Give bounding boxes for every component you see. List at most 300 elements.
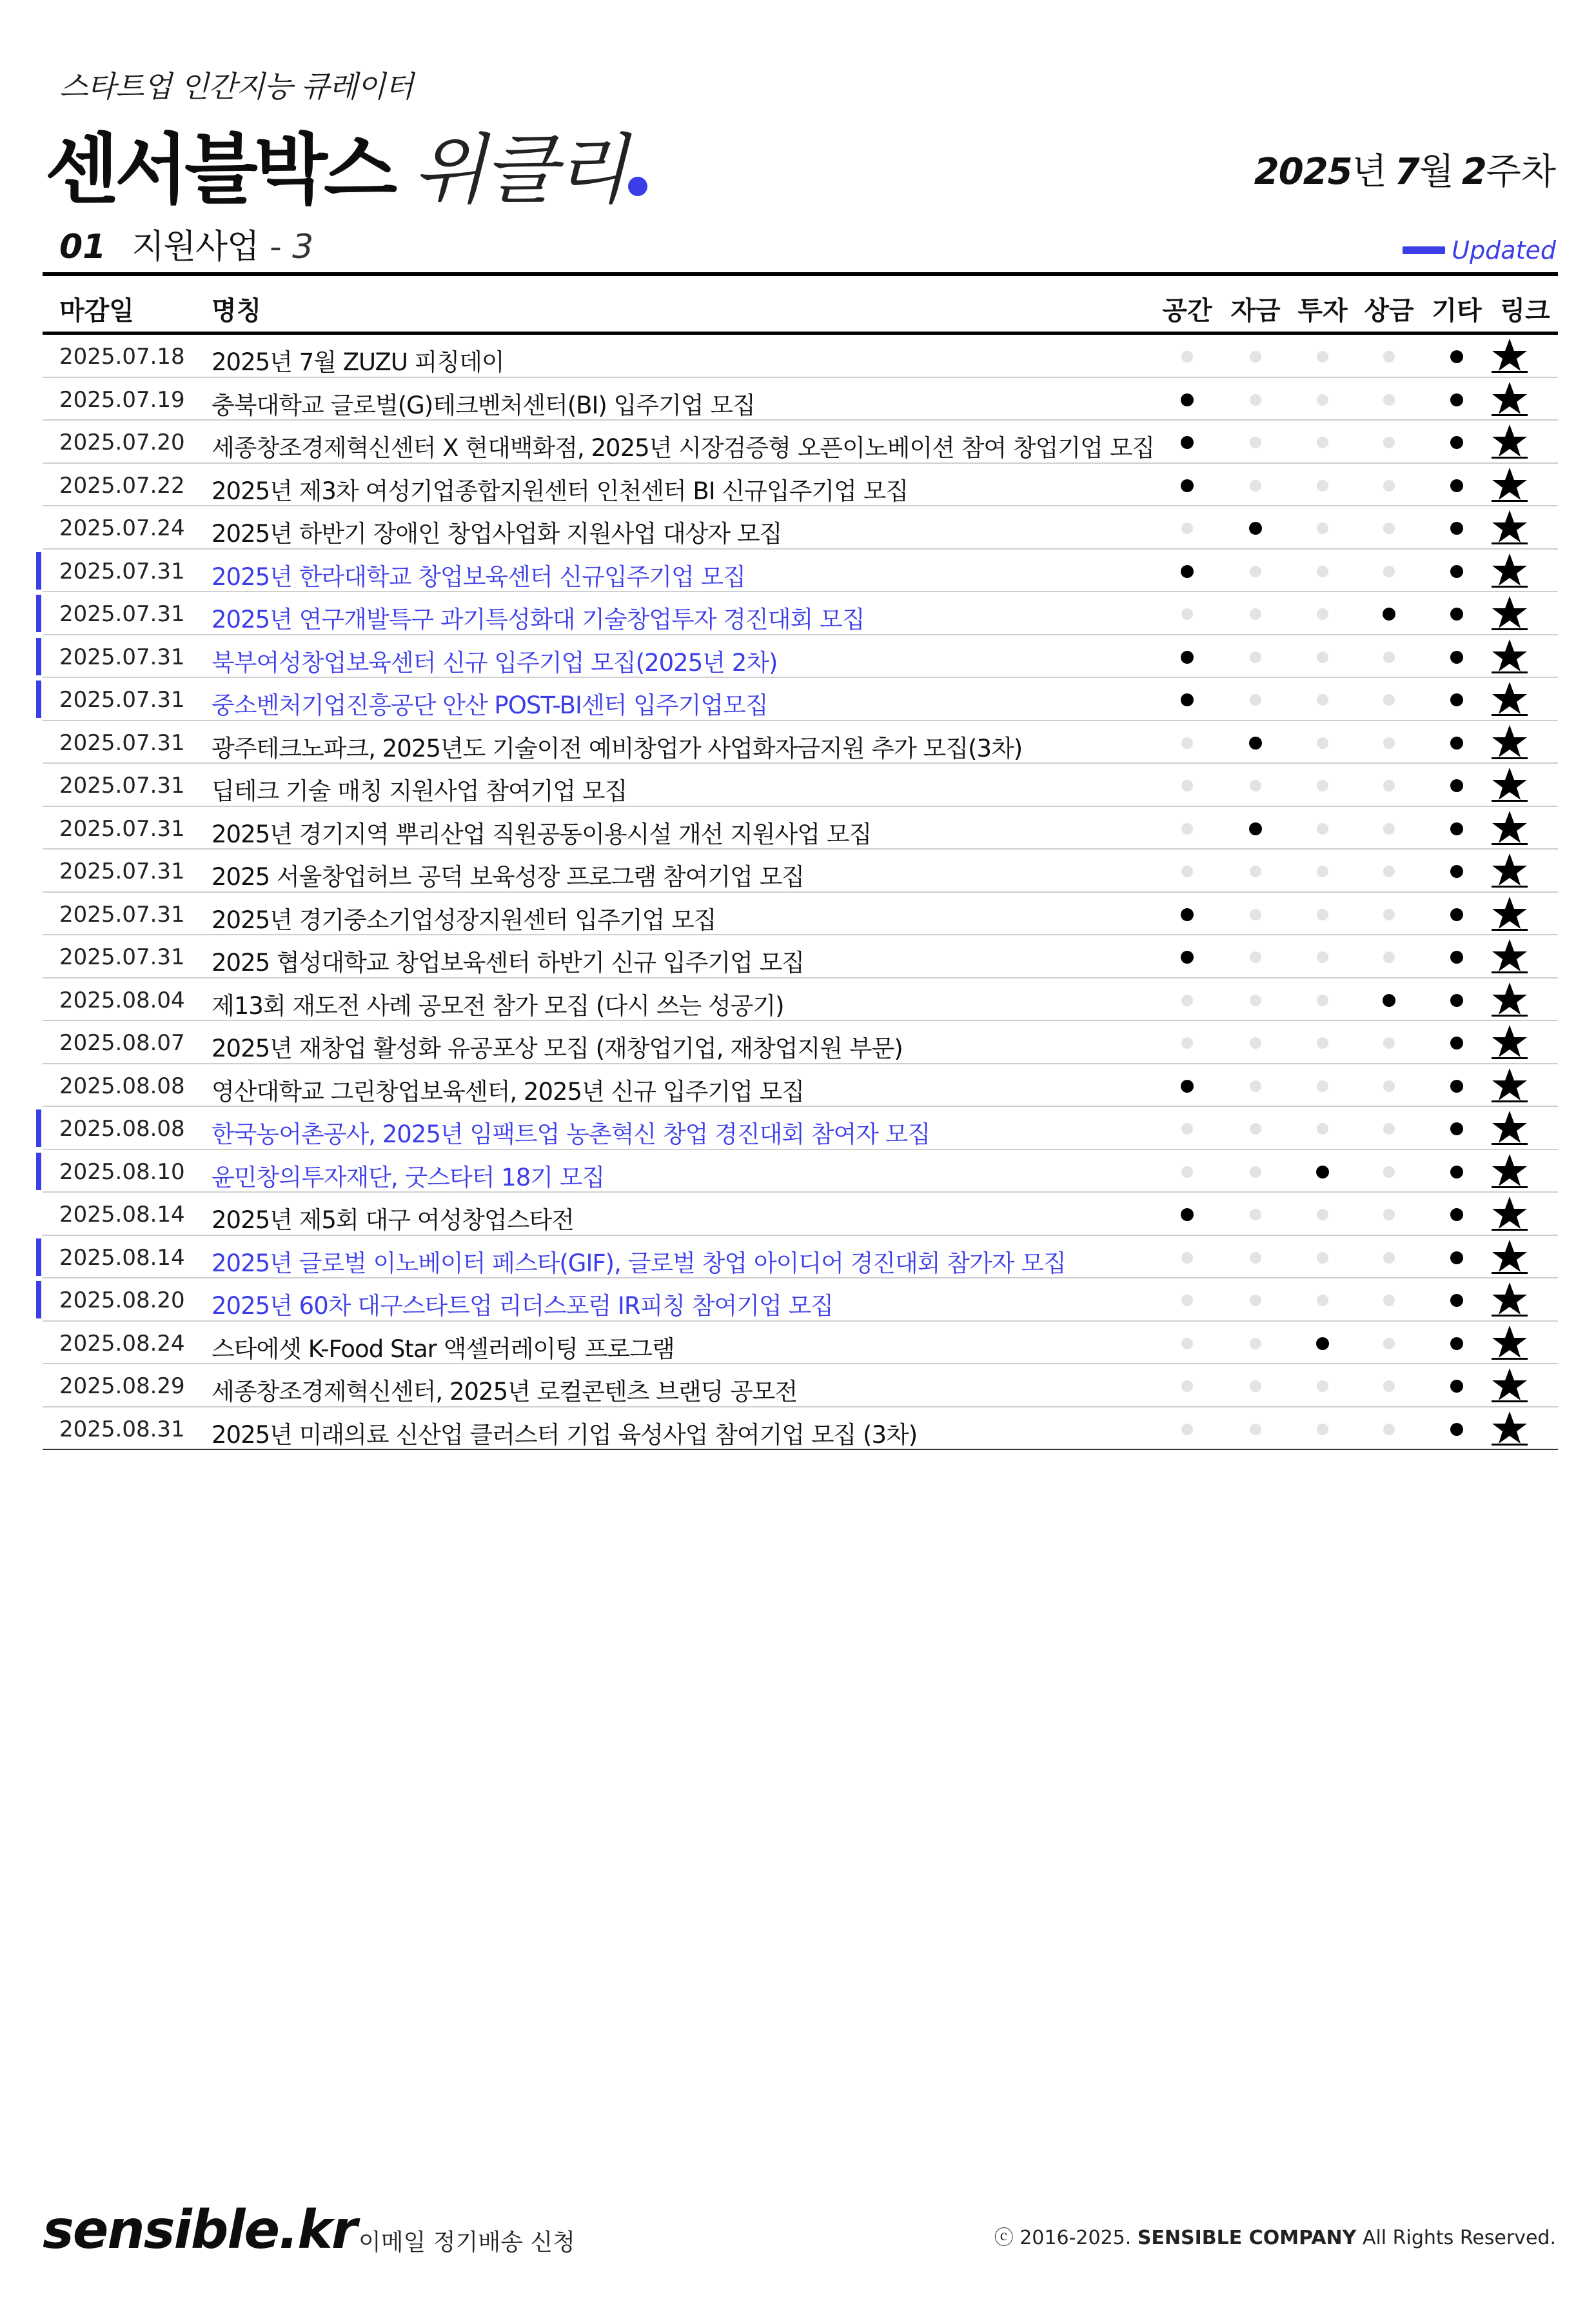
link-underline: [1492, 1229, 1528, 1231]
link-underline: [1492, 757, 1528, 759]
deadline-date: 2025.08.24: [59, 1330, 185, 1357]
category-space-dot-icon: [1181, 1338, 1193, 1349]
category-invest-dot-icon: [1317, 394, 1328, 406]
updated-marker: [36, 638, 41, 675]
category-etc-dot-icon: [1450, 1122, 1463, 1135]
category-prize-dot-icon: [1383, 1338, 1395, 1349]
link-star-icon[interactable]: [1490, 509, 1529, 545]
category-invest-dot-icon: [1317, 694, 1328, 706]
link-underline: [1492, 414, 1528, 416]
deadline-date: 2025.07.19: [59, 386, 185, 413]
category-space-dot-icon: [1181, 1208, 1194, 1221]
category-prize-dot-icon: [1383, 437, 1395, 448]
category-fund-dot-icon: [1250, 437, 1261, 448]
category-space-dot-icon: [1181, 995, 1193, 1006]
table-row: [43, 464, 1558, 507]
link-star-icon[interactable]: [1490, 1024, 1529, 1060]
column-header-invest: 투자: [1297, 296, 1348, 326]
category-space-dot-icon: [1181, 1080, 1194, 1093]
deadline-date: 2025.07.24: [59, 515, 185, 541]
program-name: 2025년 60차 대구스타트업 리더스포럼 IR피칭 참여기업 모집: [212, 1292, 834, 1320]
category-etc-dot-icon: [1450, 608, 1463, 621]
link-underline: [1492, 1358, 1528, 1360]
program-name: 윤민창의투자재단, 굿스타터 18기 모집: [212, 1163, 605, 1191]
category-etc-dot-icon: [1450, 1037, 1463, 1049]
updated-legend-swatch: [1403, 246, 1445, 254]
category-prize-dot-icon: [1383, 909, 1395, 920]
category-invest-dot-icon: [1317, 823, 1328, 835]
category-fund-dot-icon: [1250, 1424, 1261, 1435]
category-fund-dot-icon: [1250, 651, 1261, 663]
category-invest-dot-icon: [1317, 351, 1328, 363]
category-fund-dot-icon: [1250, 780, 1261, 791]
category-prize-dot-icon: [1383, 651, 1395, 663]
link-star-icon[interactable]: [1490, 381, 1529, 417]
category-prize-dot-icon: [1383, 694, 1395, 706]
category-invest-dot-icon: [1317, 1209, 1328, 1220]
category-space-dot-icon: [1181, 1123, 1193, 1135]
footer-logo[interactable]: sensible.kr: [43, 2200, 357, 2261]
deadline-date: 2025.07.31: [59, 730, 185, 756]
link-star-icon[interactable]: [1490, 552, 1529, 588]
program-name: 2025년 미래의료 신산업 클러스터 기업 육성사업 참여기업 모집 (3차): [212, 1420, 918, 1449]
deadline-date: 2025.08.07: [59, 1030, 185, 1056]
link-underline: [1492, 1400, 1528, 1402]
category-prize-dot-icon: [1383, 394, 1395, 406]
updated-marker: [36, 1109, 41, 1147]
category-etc-dot-icon: [1450, 865, 1463, 878]
week-year: 2025: [1254, 151, 1352, 193]
link-star-icon[interactable]: [1490, 981, 1529, 1017]
table-row: [43, 1107, 1558, 1150]
column-header-space: 공간: [1162, 296, 1212, 326]
table-row: [43, 764, 1558, 807]
link-underline: [1492, 800, 1528, 802]
table-row: [43, 421, 1558, 464]
updated-marker: [36, 1153, 41, 1190]
category-prize-dot-icon: [1383, 823, 1395, 835]
category-prize-dot-icon: [1383, 866, 1395, 877]
link-star-icon[interactable]: [1490, 938, 1529, 974]
category-space-dot-icon: [1181, 866, 1193, 877]
copyright-rights: All Rights Reserved.: [1362, 2227, 1556, 2249]
category-fund-dot-icon: [1250, 951, 1261, 963]
updated-legend-label: Updated: [1452, 236, 1556, 264]
brand-bold: 센서블박스: [45, 125, 393, 214]
category-etc-dot-icon: [1450, 393, 1463, 406]
program-name: 2025년 재창업 활성화 유공포상 모집 (재창업기업, 재창업지원 부문): [212, 1035, 903, 1062]
section-title: 지원사업: [132, 228, 259, 266]
link-underline: [1492, 1272, 1528, 1274]
table-row: [43, 635, 1558, 679]
program-name: 2025년 글로벌 이노베이터 페스타(GIF), 글로벌 창업 아이디어 경진대회 참가자 모집: [212, 1249, 1066, 1277]
link-star-icon[interactable]: [1490, 1281, 1529, 1317]
table-row: [43, 335, 1558, 378]
category-space-dot-icon: [1181, 1252, 1193, 1264]
category-etc-dot-icon: [1450, 908, 1463, 921]
category-fund-dot-icon: [1250, 1037, 1261, 1049]
program-name: 한국농어촌공사, 2025년 임팩트업 농촌혁신 창업 경진대회 참여자 모집: [212, 1120, 931, 1148]
category-prize-dot-icon: [1383, 1123, 1395, 1135]
category-invest-dot-icon: [1317, 480, 1328, 492]
category-etc-dot-icon: [1450, 651, 1463, 664]
category-etc-dot-icon: [1450, 522, 1463, 535]
updated-marker: [36, 1238, 41, 1276]
category-fund-dot-icon: [1250, 351, 1261, 363]
table-row: [43, 1322, 1558, 1365]
deadline-date: 2025.07.31: [59, 601, 185, 627]
category-fund-dot-icon: [1250, 480, 1261, 492]
section-subtitle: - 3: [269, 228, 314, 266]
link-star-icon[interactable]: [1490, 638, 1529, 674]
link-star-icon[interactable]: [1490, 423, 1529, 459]
category-space-dot-icon: [1181, 693, 1194, 706]
tagline: 스타트업 인간지능 큐레이터: [59, 69, 413, 104]
category-invest-dot-icon: [1317, 566, 1328, 577]
category-etc-dot-icon: [1450, 1208, 1463, 1221]
category-fund-dot-icon: [1250, 1209, 1261, 1220]
week-number: 2: [1461, 151, 1486, 193]
deadline-date: 2025.07.22: [59, 472, 185, 499]
program-name: 2025 서울창업허브 공덕 보육성장 프로그램 참여기업 모집: [212, 863, 805, 891]
table-header: [43, 276, 1558, 332]
category-fund-dot-icon: [1249, 522, 1262, 535]
category-invest-dot-icon: [1316, 1337, 1329, 1350]
link-underline: [1492, 1057, 1528, 1059]
category-prize-dot-icon: [1383, 1380, 1395, 1392]
table-row: [43, 721, 1558, 764]
category-space-dot-icon: [1181, 651, 1194, 664]
category-prize-dot-icon: [1383, 608, 1395, 621]
link-star-icon[interactable]: [1490, 681, 1529, 717]
link-underline: [1492, 371, 1528, 373]
category-etc-dot-icon: [1450, 779, 1463, 792]
category-invest-dot-icon: [1317, 1252, 1328, 1264]
category-etc-dot-icon: [1450, 693, 1463, 706]
category-prize-dot-icon: [1383, 737, 1395, 749]
updated-marker: [36, 552, 41, 590]
program-name: 2025년 7월 ZUZU 피칭데이: [212, 348, 504, 376]
category-fund-dot-icon: [1250, 608, 1261, 620]
category-invest-dot-icon: [1317, 866, 1328, 877]
link-underline: [1492, 886, 1528, 888]
category-invest-dot-icon: [1316, 1166, 1329, 1178]
link-underline: [1492, 542, 1528, 544]
category-etc-dot-icon: [1450, 1080, 1463, 1093]
copyright-company: SENSIBLE COMPANY: [1137, 2227, 1357, 2249]
link-underline: [1492, 929, 1528, 931]
program-name: 북부여성창업보육센터 신규 입주기업 모집(2025년 2차): [212, 648, 778, 677]
link-star-icon[interactable]: [1490, 1109, 1529, 1146]
link-underline: [1492, 1100, 1528, 1102]
category-invest-dot-icon: [1317, 951, 1328, 963]
category-space-dot-icon: [1181, 780, 1193, 791]
category-fund-dot-icon: [1250, 1295, 1261, 1306]
category-fund-dot-icon: [1250, 909, 1261, 920]
category-etc-dot-icon: [1450, 822, 1463, 835]
deadline-date: 2025.07.31: [59, 687, 185, 713]
category-prize-dot-icon: [1383, 1424, 1395, 1435]
category-invest-dot-icon: [1317, 737, 1328, 749]
table-row: [43, 1150, 1558, 1193]
category-fund-dot-icon: [1250, 1380, 1261, 1392]
link-underline: [1492, 500, 1528, 502]
category-fund-dot-icon: [1249, 822, 1262, 835]
program-name: 중소벤처기업진흥공단 안산 POST-BI센터 입주기업모집: [212, 691, 768, 719]
week-year-unit: 년: [1352, 151, 1387, 193]
link-underline: [1492, 971, 1528, 973]
category-space-dot-icon: [1181, 951, 1194, 964]
category-space-dot-icon: [1181, 436, 1194, 449]
link-star-icon[interactable]: [1490, 1410, 1529, 1446]
link-star-icon[interactable]: [1490, 1153, 1529, 1189]
link-underline: [1492, 1143, 1528, 1145]
copyright-prefix: ⓒ 2016-2025.: [994, 2227, 1132, 2249]
category-fund-dot-icon: [1250, 1123, 1261, 1135]
link-star-icon[interactable]: [1490, 466, 1529, 502]
category-space-dot-icon: [1181, 1295, 1193, 1306]
link-star-icon[interactable]: [1490, 337, 1529, 373]
category-etc-dot-icon: [1450, 350, 1463, 363]
category-invest-dot-icon: [1317, 437, 1328, 448]
category-space-dot-icon: [1181, 351, 1193, 363]
column-header-name: 명칭: [212, 296, 262, 326]
category-etc-dot-icon: [1450, 1423, 1463, 1436]
table-row: [43, 1364, 1558, 1407]
table-row: [43, 1064, 1558, 1108]
link-star-icon[interactable]: [1490, 724, 1529, 760]
section-heading: [59, 219, 313, 268]
table-row: [43, 807, 1558, 850]
table-row: [43, 378, 1558, 421]
copyright: [994, 2222, 1556, 2250]
week-month: 7: [1394, 151, 1419, 193]
category-prize-dot-icon: [1383, 1209, 1395, 1220]
deadline-date: 2025.07.31: [59, 644, 185, 670]
link-star-icon[interactable]: [1490, 895, 1529, 931]
program-name: 광주테크노파크, 2025년도 기술이전 예비창업가 사업화자금지원 추가 모집(3차): [212, 734, 1023, 762]
category-fund-dot-icon: [1249, 737, 1262, 750]
category-etc-dot-icon: [1450, 1337, 1463, 1350]
link-underline: [1492, 457, 1528, 459]
category-etc-dot-icon: [1450, 1166, 1463, 1178]
category-fund-dot-icon: [1250, 1338, 1261, 1349]
link-star-icon[interactable]: [1490, 1324, 1529, 1360]
category-fund-dot-icon: [1250, 866, 1261, 877]
table-row: [43, 1021, 1558, 1064]
table-row: [43, 893, 1558, 936]
link-underline: [1492, 1015, 1528, 1017]
brand-title: [45, 108, 647, 214]
category-invest-dot-icon: [1317, 1037, 1328, 1049]
category-etc-dot-icon: [1450, 737, 1463, 750]
deadline-date: 2025.08.04: [59, 987, 185, 1013]
category-invest-dot-icon: [1317, 608, 1328, 620]
deadline-date: 2025.08.31: [59, 1416, 185, 1442]
column-header-link: 링크: [1500, 296, 1550, 326]
link-underline: [1492, 586, 1528, 588]
program-name: 스타에셋 K-Food Star 액셀러레이팅 프로그램: [212, 1335, 675, 1363]
category-space-dot-icon: [1181, 522, 1193, 534]
category-space-dot-icon: [1181, 908, 1194, 921]
program-table: [43, 335, 1558, 1450]
category-invest-dot-icon: [1317, 1424, 1328, 1435]
deadline-date: 2025.08.14: [59, 1244, 185, 1271]
deadline-date: 2025.08.29: [59, 1373, 185, 1399]
category-fund-dot-icon: [1250, 566, 1261, 577]
category-prize-dot-icon: [1383, 780, 1395, 791]
category-fund-dot-icon: [1250, 1080, 1261, 1092]
link-underline: [1492, 1186, 1528, 1188]
category-prize-dot-icon: [1383, 522, 1395, 534]
category-etc-dot-icon: [1450, 994, 1463, 1007]
table-row: [43, 506, 1558, 550]
category-invest-dot-icon: [1317, 1080, 1328, 1092]
category-space-dot-icon: [1181, 1166, 1193, 1178]
program-name: 2025년 하반기 장애인 창업사업화 지원사업 대상자 모집: [212, 520, 782, 548]
link-underline: [1492, 714, 1528, 716]
program-name: 세종창조경제혁신센터, 2025년 로컬콘텐츠 브랜딩 공모전: [212, 1378, 798, 1406]
category-prize-dot-icon: [1383, 1037, 1395, 1049]
deadline-date: 2025.07.31: [59, 944, 185, 970]
category-prize-dot-icon: [1383, 480, 1395, 492]
link-underline: [1492, 1315, 1528, 1317]
category-etc-dot-icon: [1450, 1380, 1463, 1393]
category-space-dot-icon: [1181, 1380, 1193, 1392]
table-row: [43, 1278, 1558, 1322]
category-space-dot-icon: [1181, 393, 1194, 406]
program-name: 2025년 제5회 대구 여성창업스타전: [212, 1206, 574, 1234]
category-invest-dot-icon: [1317, 651, 1328, 663]
deadline-date: 2025.07.18: [59, 344, 185, 370]
category-etc-dot-icon: [1450, 565, 1463, 578]
link-star-icon[interactable]: [1490, 595, 1529, 631]
category-fund-dot-icon: [1250, 995, 1261, 1006]
deadline-date: 2025.07.31: [59, 901, 185, 928]
category-space-dot-icon: [1181, 823, 1193, 835]
category-space-dot-icon: [1181, 565, 1194, 578]
brand-dot-icon: [628, 177, 647, 196]
program-name: 2025년 연구개발특구 과기특성화대 기술창업투자 경진대회 모집: [212, 606, 865, 633]
link-star-icon[interactable]: [1490, 766, 1529, 802]
deadline-date: 2025.07.31: [59, 859, 185, 884]
section-number: 01: [59, 228, 106, 266]
link-underline: [1492, 671, 1528, 673]
program-name: 2025년 경기중소기업성장지원센터 입주기업 모집: [212, 906, 716, 934]
category-fund-dot-icon: [1250, 694, 1261, 706]
week-number-unit: 주차: [1486, 151, 1556, 193]
subscribe-link[interactable]: 이메일 정기배송 신청: [359, 2229, 575, 2256]
table-row: [43, 1236, 1558, 1279]
category-invest-dot-icon: [1317, 522, 1328, 534]
category-space-dot-icon: [1181, 1037, 1193, 1049]
category-invest-dot-icon: [1317, 1380, 1328, 1392]
updated-marker: [36, 1281, 41, 1318]
brand-light: 위클리: [412, 125, 626, 214]
category-prize-dot-icon: [1383, 566, 1395, 577]
category-invest-dot-icon: [1317, 995, 1328, 1006]
deadline-date: 2025.07.31: [59, 773, 185, 799]
category-prize-dot-icon: [1383, 951, 1395, 963]
category-invest-dot-icon: [1317, 909, 1328, 920]
week-month-unit: 월: [1419, 151, 1454, 193]
category-etc-dot-icon: [1450, 436, 1463, 449]
deadline-date: 2025.08.20: [59, 1287, 185, 1313]
category-etc-dot-icon: [1450, 479, 1463, 492]
deadline-date: 2025.07.31: [59, 815, 185, 842]
updated-legend: [1403, 236, 1556, 264]
table-row: [43, 550, 1558, 593]
table-row: [43, 979, 1558, 1022]
table-row: [43, 935, 1558, 979]
link-star-icon[interactable]: [1490, 1195, 1529, 1231]
category-space-dot-icon: [1181, 479, 1194, 492]
link-underline: [1492, 1444, 1528, 1446]
program-name: 2025 협성대학교 창업보육센터 하반기 신규 입주기업 모집: [212, 949, 805, 977]
category-etc-dot-icon: [1450, 951, 1463, 964]
program-name: 2025년 경기지역 뿌리산업 직원공동이용시설 개선 지원사업 모집: [212, 820, 872, 848]
column-header-etc: 기타: [1432, 296, 1482, 326]
category-etc-dot-icon: [1450, 1251, 1463, 1264]
category-prize-dot-icon: [1383, 351, 1395, 363]
link-star-icon[interactable]: [1490, 1367, 1529, 1403]
deadline-date: 2025.07.20: [59, 430, 185, 455]
deadline-date: 2025.07.31: [59, 558, 185, 584]
link-star-icon[interactable]: [1490, 1238, 1529, 1275]
category-invest-dot-icon: [1317, 1123, 1328, 1135]
week-label: [1254, 143, 1556, 195]
category-prize-dot-icon: [1383, 1080, 1395, 1092]
category-space-dot-icon: [1181, 737, 1193, 749]
category-prize-dot-icon: [1383, 1295, 1395, 1306]
program-name: 세종창조경제혁신센터 X 현대백화점, 2025년 시장검증형 오픈이노베이션 참여 창업기업 모집: [212, 434, 1155, 462]
table-row: [43, 1193, 1558, 1236]
updated-marker: [36, 595, 41, 632]
program-name: 2025년 한라대학교 창업보육센터 신규입주기업 모집: [212, 562, 746, 591]
link-underline: [1492, 628, 1528, 630]
program-name: 제13회 재도전 사례 공모전 참가 모집 (다시 쓰는 성공기): [212, 991, 784, 1020]
category-prize-dot-icon: [1383, 1166, 1395, 1178]
category-fund-dot-icon: [1250, 1166, 1261, 1178]
category-invest-dot-icon: [1317, 780, 1328, 791]
link-star-icon[interactable]: [1490, 852, 1529, 888]
table-row: [43, 592, 1558, 635]
deadline-date: 2025.08.10: [59, 1158, 185, 1185]
category-fund-dot-icon: [1250, 394, 1261, 406]
deadline-date: 2025.08.08: [59, 1073, 185, 1099]
program-name: 충북대학교 글로벌(G)테크벤처센터(BI) 입주기업 모집: [212, 391, 755, 419]
table-row: [43, 678, 1558, 721]
category-etc-dot-icon: [1450, 1294, 1463, 1307]
category-invest-dot-icon: [1317, 1295, 1328, 1306]
program-name: 영산대학교 그린창업보육센터, 2025년 신규 입주기업 모집: [212, 1077, 805, 1106]
column-header-fund: 자금: [1230, 296, 1281, 326]
program-name: 딥테크 기술 매칭 지원사업 참여기업 모집: [212, 777, 627, 805]
deadline-date: 2025.08.08: [59, 1116, 185, 1142]
category-space-dot-icon: [1181, 1424, 1193, 1435]
link-star-icon[interactable]: [1490, 810, 1529, 846]
table-row: [43, 850, 1558, 893]
category-prize-dot-icon: [1383, 994, 1395, 1007]
category-space-dot-icon: [1181, 608, 1193, 620]
table-row: [43, 1407, 1558, 1451]
category-fund-dot-icon: [1250, 1252, 1261, 1264]
link-star-icon[interactable]: [1490, 1067, 1529, 1103]
updated-marker: [36, 681, 41, 718]
column-header-date: 마감일: [59, 296, 134, 326]
link-underline: [1492, 843, 1528, 845]
category-prize-dot-icon: [1383, 1252, 1395, 1264]
